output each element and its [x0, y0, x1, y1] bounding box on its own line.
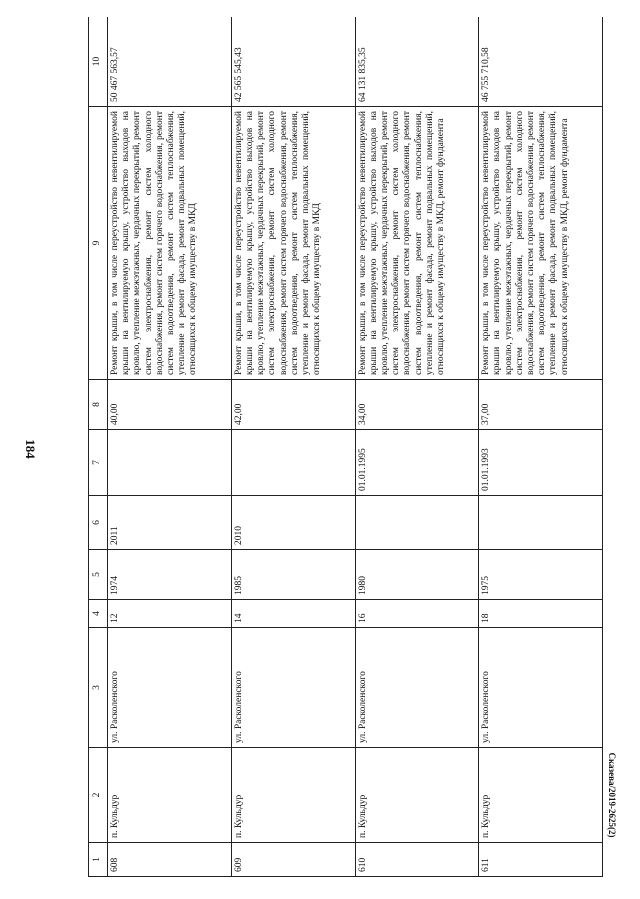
header-row: [89, 17, 108, 877]
year-overhaul-cell: 2011: [108, 496, 232, 550]
year-built-cell: 1980: [355, 550, 479, 600]
wear-cell: 34,00: [355, 380, 479, 430]
column-header: 3: [89, 628, 108, 748]
housing-repair-table: [88, 17, 603, 877]
year-overhaul-cell: [355, 496, 479, 550]
footer-stamp: Сказева/2019-2625(2): [607, 752, 617, 838]
house-number-cell: 12: [108, 600, 232, 628]
table-row: [108, 17, 232, 877]
house-number-cell: 14: [231, 600, 355, 628]
house-number-cell: 18: [479, 600, 603, 628]
cost-cell: 64 131 835,35: [355, 17, 479, 107]
row-number: 609: [231, 843, 355, 877]
year-built-cell: 1985: [231, 550, 355, 600]
column-header: 1: [89, 843, 108, 877]
year-built-cell: 1975: [479, 550, 603, 600]
table-frame: [88, 17, 603, 877]
year-overhaul-cell: 2010: [231, 496, 355, 550]
table-row: [355, 17, 479, 877]
settlement-cell: п. Кульдур: [231, 748, 355, 843]
date-cell: [231, 430, 355, 496]
column-header: 4: [89, 600, 108, 628]
settlement-cell: п. Кульдур: [355, 748, 479, 843]
column-header: 10: [89, 17, 108, 107]
works-cell: Ремонт крыши, в том числе переустройство невентилируемой крыши на вентилируемую крышу, устройство выходов на кровлю, утепление межэтажных, чердачных перекрытий, ремонт систем электроснабжения, ремонт систем холодного водоснабжения, ремонт систем горячего водоснабжения, ремонт систем водоотведения, ремонт систем теплоснабжения, утепление и ремонт фасада, ремонт подвальных помещений, относящихся к общему имуществу в МКД: [108, 107, 232, 380]
table-row: [479, 17, 603, 877]
page-number: 184: [23, 439, 38, 459]
works-cell: Ремонт крыши, в том числе переустройство невентилируемой крыши на вентилируемую крышу, устройство выходов на кровлю, утепление межэтажных, чердачных перекрытий, ремонт систем электроснабжения, ремонт систем холодного водоснабжения, ремонт систем горячего водоснабжения, ремонт систем водоотведения, ремонт систем теплоснабжения, утепление и ремонт фасада, ремонт подвальных помещений, относящихся к общему имуществу в МКД: [231, 107, 355, 380]
cost-cell: 42 565 545,43: [231, 17, 355, 107]
year-built-cell: 1974: [108, 550, 232, 600]
date-cell: 01.01.1995: [355, 430, 479, 496]
column-header: 8: [89, 380, 108, 430]
table-landscape: [88, 17, 603, 877]
row-number: 610: [355, 843, 479, 877]
street-cell: ул. Расколенского: [479, 628, 603, 748]
works-cell: Ремонт крыши, в том числе переустройство невентилируемой крыши на вентилируемую крышу, устройство выходов на кровлю, утепление межэтажных, чердачных перекрытий, ремонт систем электроснабжения, ремонт систем холодного водоснабжения, ремонт систем горячего водоснабжения, ремонт систем водоотведения, ремонт систем теплоснабжения, утепление и ремонт фасада, ремонт подвальных помещений, относящихся к общему имуществу в МКД, ремонт фундамента: [355, 107, 479, 380]
street-cell: ул. Расколенского: [355, 628, 479, 748]
works-cell: Ремонт крыши, в том числе переустройство невентилируемой крыши на вентилируемую крышу, устройство выходов на кровлю, утепление межэтажных, чердачных перекрытий, ремонт систем электроснабжения, ремонт систем холодного водоснабжения, ремонт систем горячего водоснабжения, ремонт систем водоотведения, ремонт систем теплоснабжения, утепление и ремонт фасада, ремонт подвальных помещений, относящихся к общему имуществу в МКД, ремонт фундамента: [479, 107, 603, 380]
street-cell: ул. Расколенского: [231, 628, 355, 748]
cost-cell: 46 755 710,58: [479, 17, 603, 107]
house-number-cell: 16: [355, 600, 479, 628]
date-cell: [108, 430, 232, 496]
column-header: 6: [89, 496, 108, 550]
year-overhaul-cell: [479, 496, 603, 550]
settlement-cell: п. Кульдур: [108, 748, 232, 843]
wear-cell: 40,00: [108, 380, 232, 430]
row-number: 608: [108, 843, 232, 877]
column-header: 2: [89, 748, 108, 843]
wear-cell: 42,00: [231, 380, 355, 430]
row-number: 611: [479, 843, 603, 877]
date-cell: 01.01.1993: [479, 430, 603, 496]
wear-cell: 37,00: [479, 380, 603, 430]
table-row: [231, 17, 355, 877]
column-header: 7: [89, 430, 108, 496]
settlement-cell: п. Кульдур: [479, 748, 603, 843]
column-header: 5: [89, 550, 108, 600]
column-header: 9: [89, 107, 108, 380]
street-cell: ул. Расколенского: [108, 628, 232, 748]
cost-cell: 50 467 563,57: [108, 17, 232, 107]
